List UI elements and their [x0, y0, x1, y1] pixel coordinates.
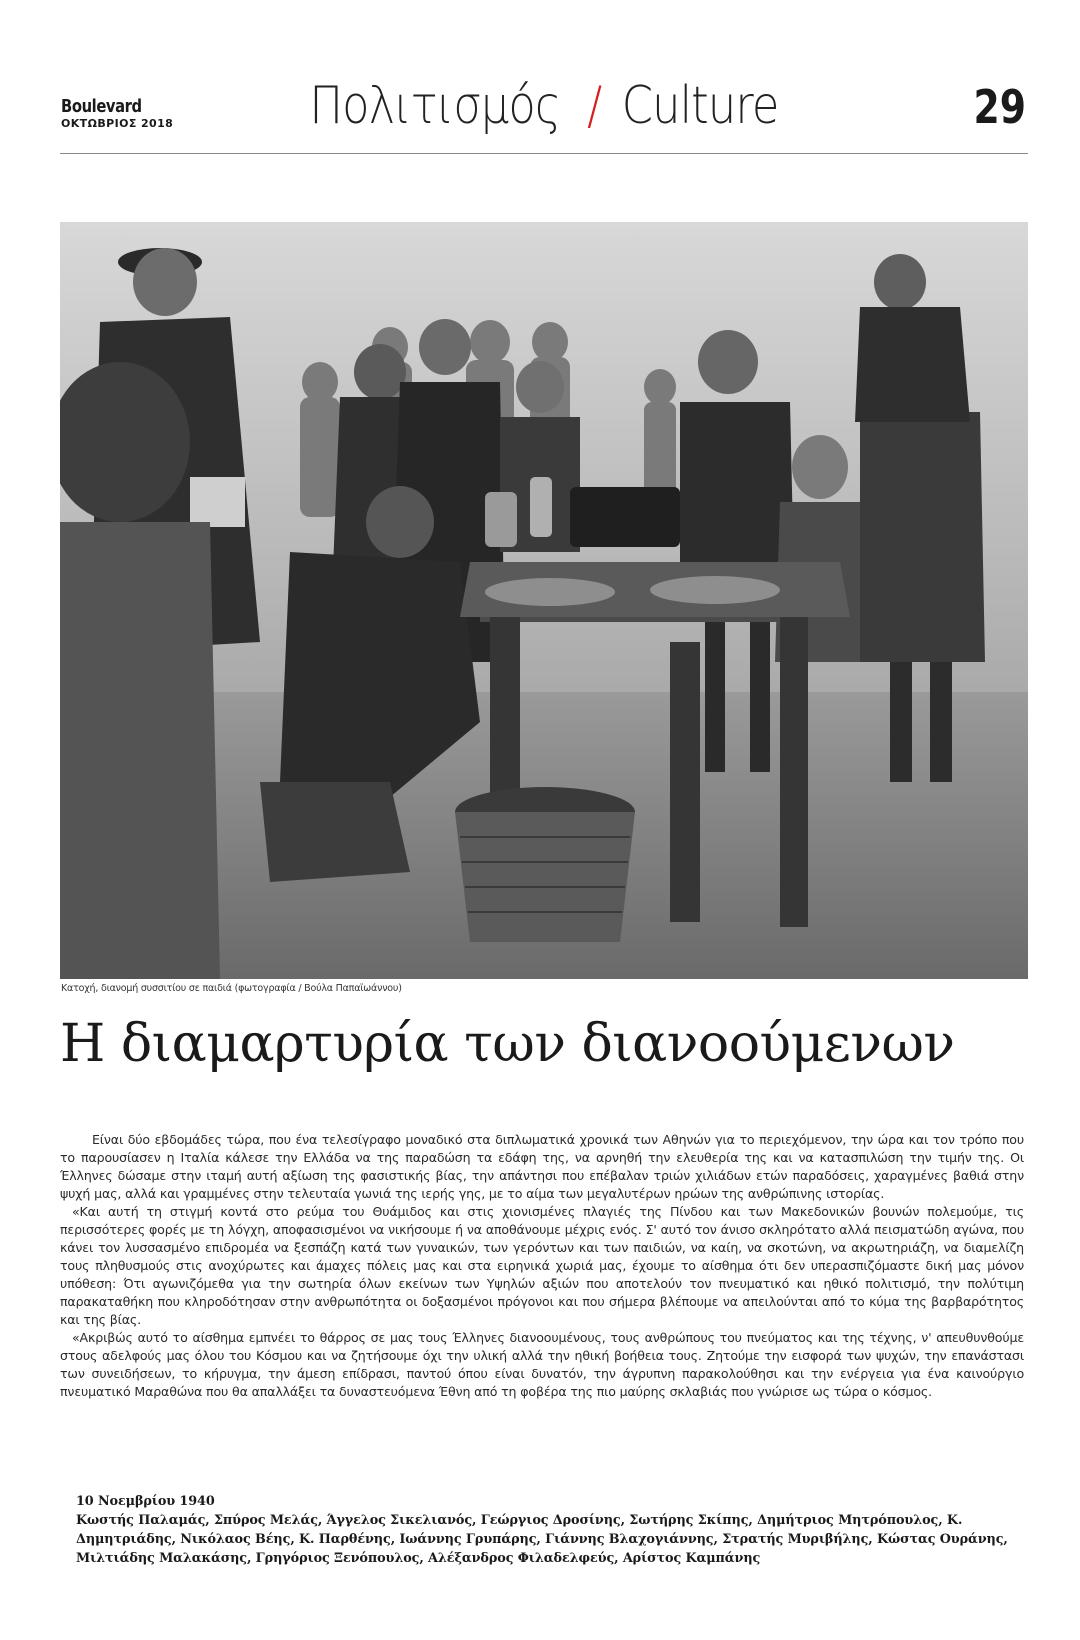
- article-body: [60, 1131, 1024, 1401]
- signatories-list: Κωστής Παλαμάς, Σπύρος Μελάς, Άγγελος Σικελιανός, Γεώργιος Δροσίνης, Σωτήρης Σκίπης, Δημήτριος Μητρόπουλος, Κ. Δημητριάδης, Νικόλαος Βέης, Κ. Παρθένης, Ιωάννης Γρυπάρης, Γιάννης Βλαχογιάννης, Στρατής Μυριβήλης, Κώστας Ουράνης, Μιλτιάδης Μαλακάσης, Γρηγόριος Ξενόπουλος, Αλέξανδρος Φιλαδελφεύς, Αρίστος Καμπάνης: [76, 1513, 1008, 1566]
- signatories-block: [60, 1492, 1024, 1568]
- header-divider: [60, 153, 1028, 154]
- photo-caption: Κατοχή, διανομή συσσιτίου σε παιδιά (φωτογραφία / Βούλα Παπαϊωάννου): [61, 983, 402, 994]
- article-paragraph: «Ακριβώς αυτό το αίσθημα εμπνέει το θάρρος σε μας τους Έλληνες διανοουμένους, τους ανθρώπους του πνεύματος και της τέχνης, ν' απευθυνθούμε στους αδελφούς μας όλου του Κόσμου και να ζητήσουμε όχι την υλική αλλά την ηθική βοήθεια τους. Ζητούμε την εισφορά των ψυχών, την επανάστασι των συνειδήσεων, το κήρυγμα, την άμεση επίδρασι, παντού όπου είναι δυνατόν, την άγρυπνη παρακολούθησι και την ενέργεια για ένα καινούργιο πνευματικό Μαραθώνα που θα απαλλάξει τα δυναστευόμενα Έθνη από τη φοβέρα της πιο μαύρης σκλαβιάς που γνώρισε ως τώρα ο κόσμος.: [60, 1330, 1024, 1399]
- photo-illustration: [60, 222, 1028, 979]
- section-title: [0, 76, 1080, 136]
- article-paragraph: Είναι δύο εβδομάδες τώρα, που ένα τελεσίγραφο μοναδικό στα διπλωματικά χρονικά των Αθηνών για το περιεχόμενον, την ώρα και τον τρόπο που το παρουσίασεν η Ιταλία κάλεσε την Ελλάδα να της παραδώση τα εδάφη της, να αρνηθή την ελευθερία της και να κατασπιλώση την τιμήν της. Οι Έλληνες δώσαμε στην ιταμή αυτή αξίωση της φασιστικής βίας, την απάντησι που επέβαλαν τριών χιλιάδων ετών παραδόσεις, χαραγμένες βαθιά στην ψυχή μας, αλλά και γραμμένες στην τελευταία γωνιά της ιερής γης, με το αίμα των μεγαλυτέρων ηρώων της ανθρώπινης ιστορίας.: [60, 1132, 1024, 1201]
- issue-date: ΟΚΤΩΒΡΙΟΣ 2018: [61, 117, 174, 130]
- article-paragraph: «Και αυτή τη στιγμή κοντά στο ρεύμα του Θυάμιδος και στις χιονισμένες πλαγιές της Πίνδου και των Μακεδονικών βουνών πολεμούμε, τις περισσότερες φορές με τη λόγχη, αποφασισμένοι να νικήσουμε ή να αποθάνουμε μέχρις ενός. Σ' αυτό τον άνισο σκληρότατο αλλά πεισματώδη αγώνα, που κάνει τον λυσσασμένο επιδρομέα να ξεσπάζη κατά των γυναικών, των γερόντων και των παιδιών, να καίη, να σκοτώνη, να ακρωτηριάζη, να διαμελίζη τους πληθυσμούς στις ανοχύρωτες και άμαχες πόλεις μας και στα ειρηνικά χωριά μας, έχουμε το αίσθημα ότι δεν υπερασπιζόμαστε δική μας μόνον υπόθεση: Ότι αγωνιζόμεθα για την σωτηρία όλων εκείνων των Υψηλών αξιών που αποτελούν τον πνευματικό και ηθικό πολιτισμό, την πολύτιμη παρακαταθήκη που κληροδότησαν στην ανθρωπότητα οι δοξασμένοι πρόγονοι και που σήμερα βλέπουμε να απειλούνται από το κύμα της βαρβαρότητος και της βίας.: [60, 1204, 1024, 1327]
- section-title-english: Culture: [621, 76, 779, 136]
- article-headline: Η διαμαρτυρία των διανοούμενων: [60, 1014, 955, 1074]
- publication-name: Boulevard: [61, 96, 142, 117]
- section-title-greek: Πολιτισμός: [309, 76, 560, 136]
- photo-soup-kitchen: [60, 222, 1028, 979]
- page-number: 29: [973, 80, 1026, 134]
- section-title-slash: /: [587, 76, 602, 136]
- signoff-date: 10 Νοεμβρίου 1940: [76, 1494, 215, 1509]
